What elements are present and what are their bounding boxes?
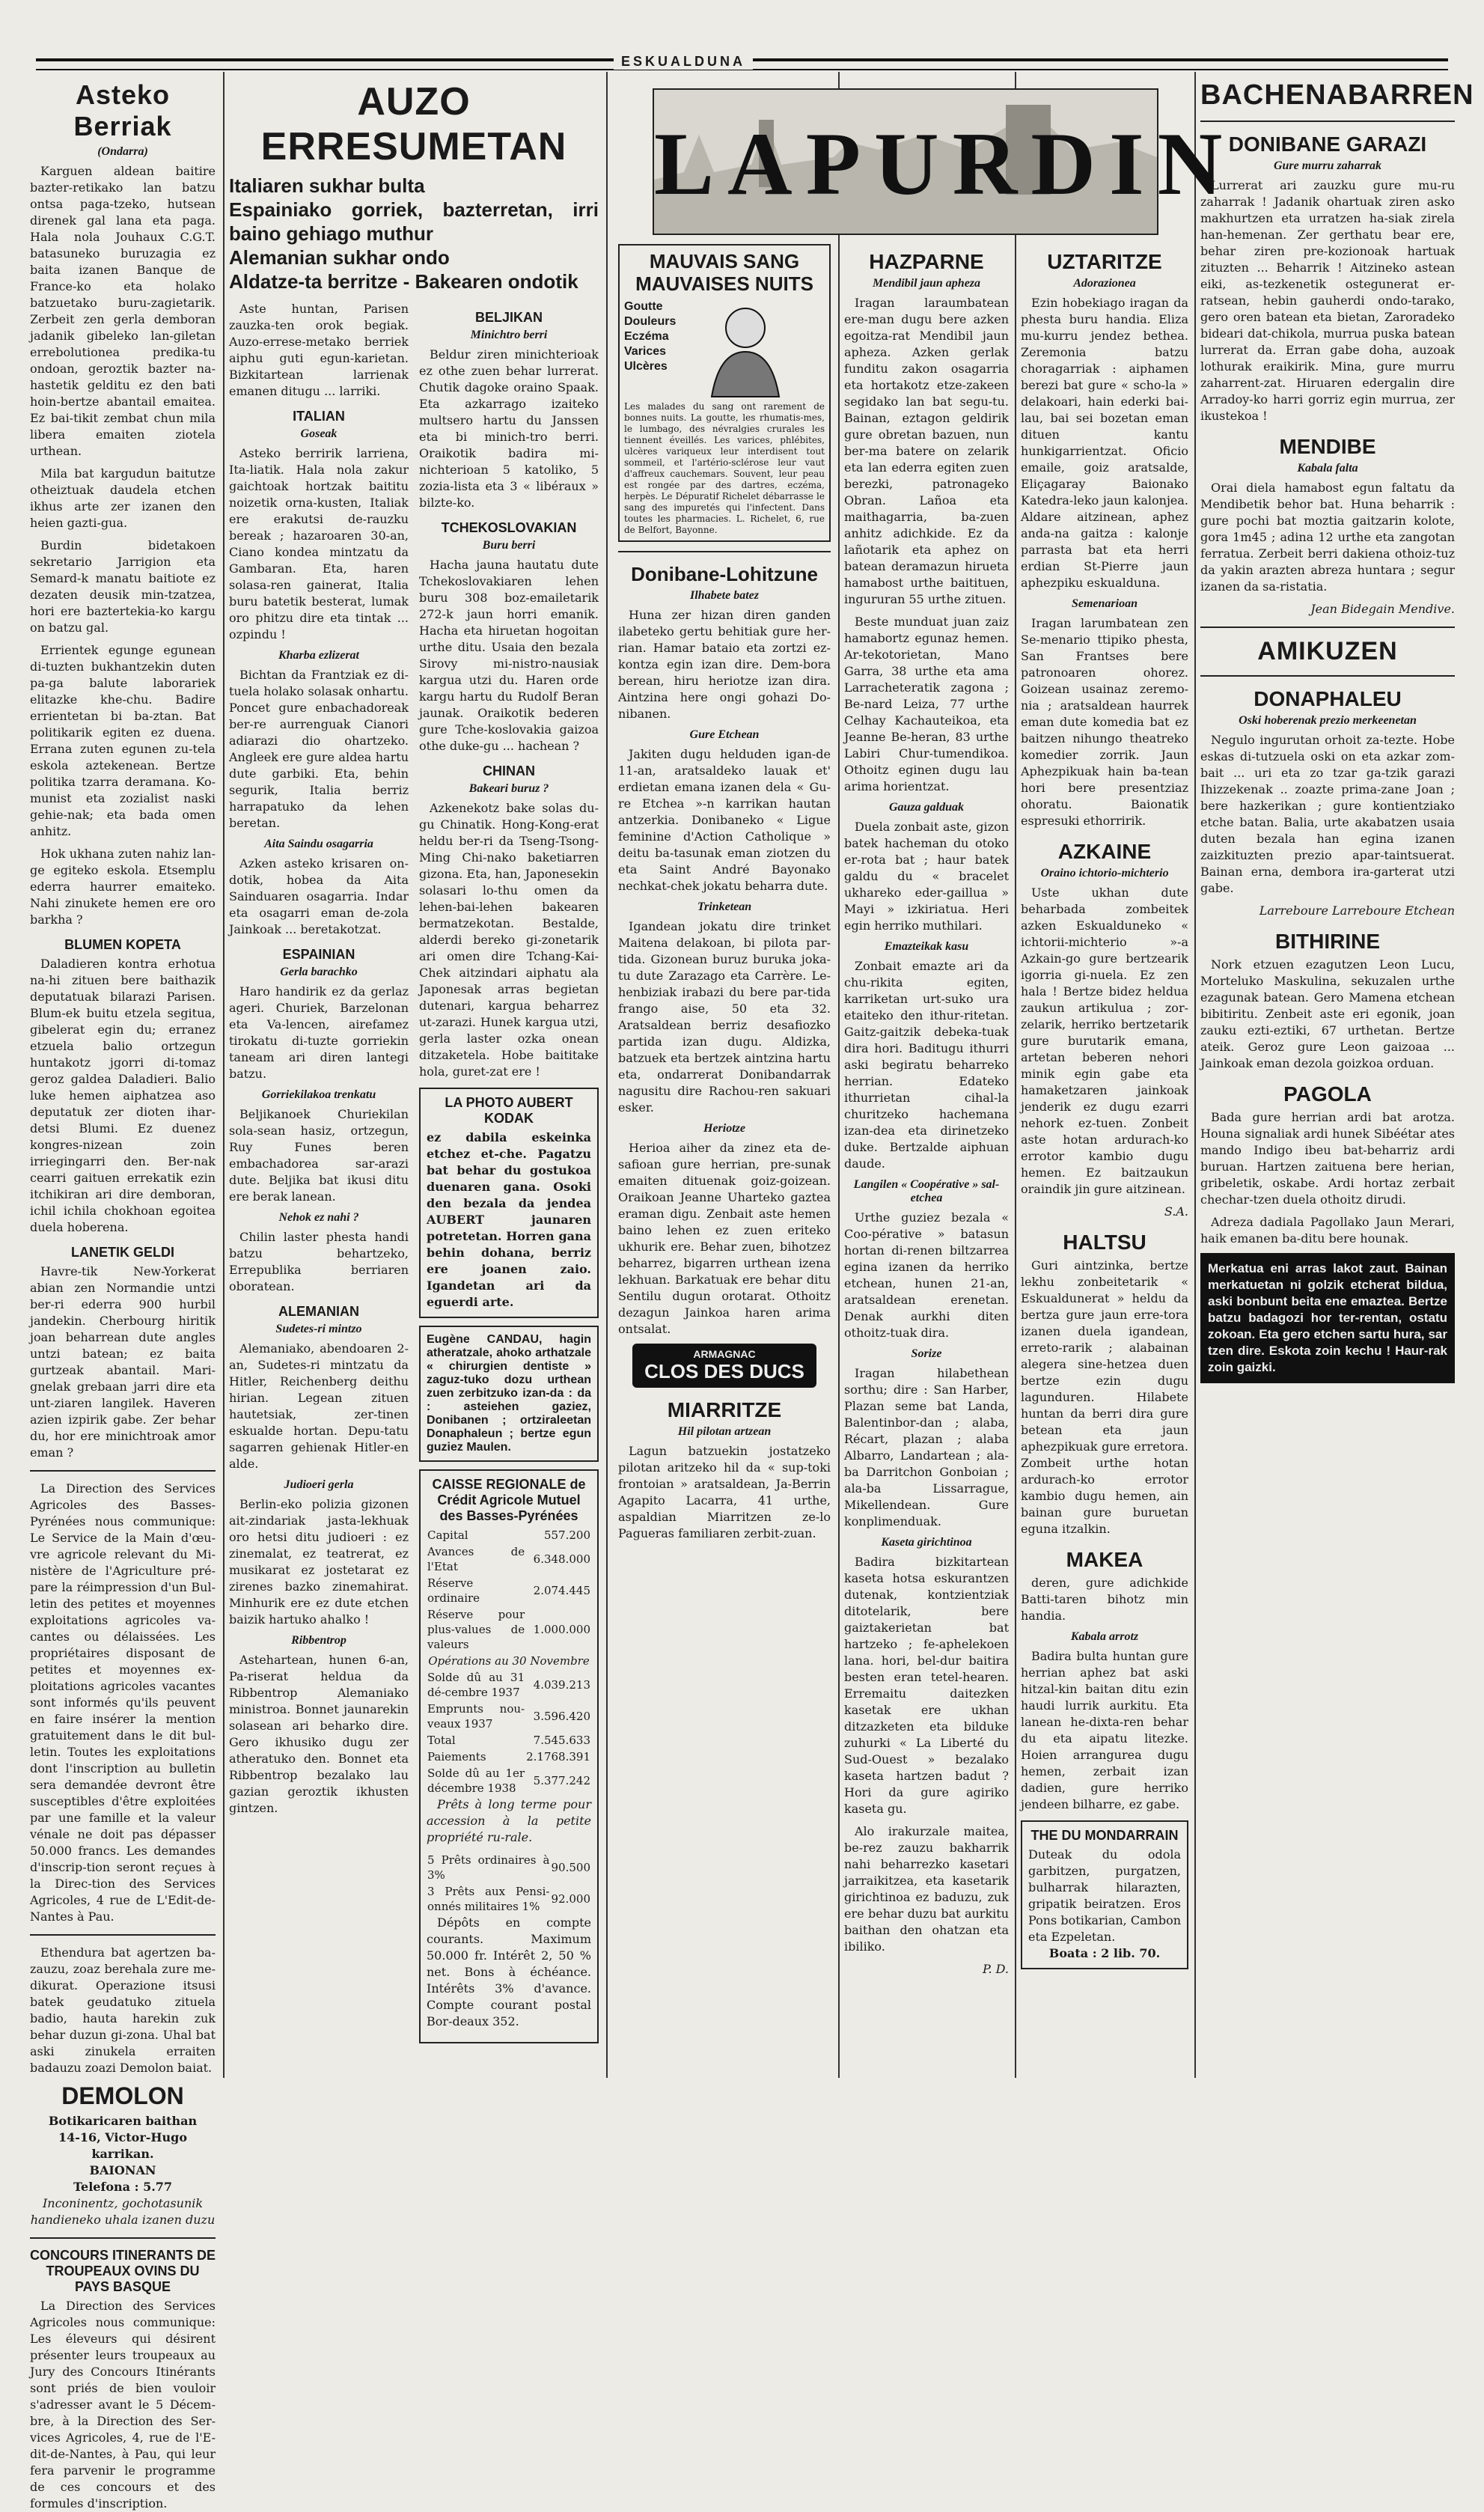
subsection-title: Sorize [911,1347,942,1360]
subsection-title: Mendibil jaun apheza [872,277,981,290]
paragraph: Hacha jauna hautatu dute Tchekoslovakiaren lehen buru 308 boz-emailetarik 272-k jaun horri emanik. Hacha eta hiruetan hogoitan urthe ditu. Usaia den bezala Sirovy mi-nistro-nausiak kargua utzi du. Haren orde kargu hartu du Rudolf Beran jaunak. Oraikotik bederen gure Tche-koslovakia gaizoa othe duke-gu ... hachean ? [419,558,599,753]
paragraph: Iragan hilabethean sorthu; dire : San Harber, Plazan seme bat Landa, Balentinbor-dan ; alaba, Récart, plazan ; alaba Albarro, Landartean ; ala-ba Darritchon Gonboian ; ala-ba Lissarrague, Mikellendean. Gure konplimenduak. [844,1366,1009,1528]
list-item: Douleurs [624,315,677,328]
signature: S.A. [1164,1204,1188,1219]
list-item: Ulcères [624,360,668,373]
column-rule [606,72,608,2078]
subheading: CONCOURS ITINERANTS DE TROUPEAUX OVINS DU PAYS BASQUE [30,2248,216,2294]
column-rule [1015,72,1016,2078]
table-row: Opérations au 30 Novembre [428,1654,590,1668]
paragraph: Astehartean, hunen 6-an, Pa-riserat heldua da Ribbentrop Alemaniako ministroa. Bonnet jaunarekin solasean ari beharko dire. Gero ikhusiko dugu zer atheratuko den. Bonnet eta Ribbentrop bezalako lau gazian geroztik ikhusten gintzen. [229,1653,409,1815]
paragraph: Azken asteko krisaren on-dotik, hobea da Aita Sainduaren osagarria. Indar eta osagarri eman de-zola Jainkoak ... beretakotzat. [229,856,409,936]
subsection-title: Adorazionea [1073,277,1136,290]
paragraph: Ezin hobekiago iragan da phesta buru handia. Eliza mu-kurru jendez bethea. Zeremonia batzu choragarriak : aiphamen berezi bat gure « scho-la » delakoari, hain ederki bai-lau, bai sei bozetan eman dituen kantu hunkigarrientzat. Oficio emaile, goiz aratsalde, Eliçagaray Baionako Katedra-leko jaun kalonjea. Aldare aitzinean, aphez anda-na gaitza : kalonje parrasta bat eta herri erdian St-Pierre jaun aphezpiku eskualduna. [1021,296,1188,590]
table-row: 5 Prêts ordinaires à 3% 90.500 [427,1853,590,1882]
subsection-title: Emazteikak kasu [884,940,969,953]
table-row: Réserve ordinaire 2.074.445 [427,1576,590,1605]
divider [30,2237,216,2239]
paragraph: Duela zonbait aste, gizon batek hacheman du otoko er-rota bat ; haur batek galdu du « bracelet ukhareko eder-gaillua » Mayi » izkiriatua. Heri egin herriko muthilari. [844,820,1009,933]
mondarrain-ad [1021,1820,1188,1969]
paragraph: Asteko berririk larriena, Ita-liatik. Hala nola zakur gaichtoak hortzak baititu noizetik orna-kusten, Italiak ere erakutsi de-rauzku bereak ; hazaroaren 30-an, Ciano kondea mintzatu da Gambaran. Eta, haren solasa-ren gainerat, Italia buru batetik besterat, lumak oro phitzu dire eta tintak ... ozpindu ! [229,446,409,641]
subsection-title: Ilhabete batez [690,589,759,602]
list-item: Varices [624,345,667,358]
paragraph: Igandean jokatu dire trinket Maitena delakoan, bi pilota par-tida. Gizonean buruz buruka joka-tu dute Zarazago eta Carrère. Le-henbiziak irabazi du bere par-tida frango aise, 50 eta 32. Aratsaldean berriz desafiozko partida izan dugu. Aldizka, batzuek eta bertzek aintzina hartu eta, ondarrerat Donibandarrak nagusitu dire Rachou-ren sakuari esker. [618,919,831,1115]
paragraph: Urthe guziez bezala « Coo-pérative » batasun hortan di-renen biltzarrea egina izanen da herriko etchean, hunen 21-an, aratsaldean erenetan. Denak aurkhi diten othoitz-tuak dira. [844,1210,1009,1340]
candau-ad [419,1326,599,1462]
section-title: Donibane-Lohitzune [631,563,818,585]
caisse-regionale [419,1469,599,2043]
divider [1200,627,1455,628]
section-title: MENDIBE [1279,435,1376,458]
headline: Alemanian sukhar ondo [229,246,450,269]
signature: Larreboure Larreboure Etchean [1259,903,1455,918]
ad-text: Duteak du odola garbitzen, purgatzen, bulharrak hilarazten, gripatik beiratzen. Eros Pons botikarian, Cambon eta Ezpeletan. [1028,1847,1181,1944]
section-title: AZKAINE [1057,840,1152,863]
ad-text: ez dabila eskeinka etchez et-che. Pagatzu bat behar du gostukoa duenaren gana. Osoki den bezala da jendea AUBERT jaunaren potretetan. Horren gana behin dohana, berriz ere joanen zaio. Igandetan ari da eguerdi arte. [427,1130,591,1309]
divider [30,1934,216,1936]
subheading: TCHEKOSLOVAKIAN [441,520,577,535]
ad-line: Inconinentz, gochotasunik handieneko uhala izanen duzu [30,2196,216,2227]
table-row: Total 7.545.633 [427,1734,590,1747]
column-asteko-berriak [30,75,216,2511]
byline: (Ondarra) [97,145,148,158]
table-row: Réserve pour plus-values de valeurs 1.000.000 [427,1608,590,1651]
subsection-title: Sudetes-ri mintzo [275,1323,362,1335]
ad-body [624,299,825,397]
headline: Espainiako gorriek, bazterretan, irri baino gehiago muthur [229,198,599,245]
paragraph: Mila bat kargudun baitutze otheiztuak daudela etchen ikhus arte zer izanen den heien gazti-gua. [30,466,216,530]
ad-title: DEMOLON [61,2082,184,2109]
column-auzo-erresumetan [229,75,599,2079]
masthead: ESKUALDUNA [614,54,753,70]
section-title: BITHIRINE [1275,930,1380,953]
headline-banner [229,174,599,293]
divider [30,1470,216,1472]
subsection-title: Oraino ichtorio-michterio [1040,867,1169,879]
subsection-title: Minichtro berri [470,329,548,341]
column-hazparne [844,240,1009,2079]
paragraph: Havre-tik New-Yorkerat abian zen Normandie untzi ber-ri ederra 900 hurbil jandekin. Cherbourg hiritik joan beharrean dute angles untzi batean; ez baita gurtzeak abantail. Mari-gnelak grebaan jarri dire eta unt-ziaren langilek. Haveren azien izpirik gabe. Zer behar du, hor ere minichtroak amor eman ? [30,1264,216,1460]
divider [618,551,831,552]
ad-price: Boata : 2 lib. 70. [1048,1946,1161,1960]
paragraph: Badira bizkitartean kaseta hotsa eskurantzen dutenak, kontzientziak ditotelarik, bere gaiztakerietan bat hartzeko ; fe-aphelekoen lana. hori, bel-dur baitira besten eran tetel-hearen. Erremaitu daitezken kasetak ere ukhan ditzazketen eta bilduke zuhurki « La Liberté du Sud-Ouest » bezalako kaseta hartzen badut ? Hori da gure agiriko kaseta gu. [844,1555,1009,1816]
paragraph: Beldur ziren minichterioak ez othe zuen behar lurrerat. Chutik dagoke oraino Spaak. Eta azkarrago izaiteko multsero hartu du Janssen eta bi minich-tro berri. Oraikotik badira mi-nichterioan 5 katoliko, 5 zozia-lista eta 3 « libéraux » bilzte-ko. [419,347,599,510]
ad-line: Telefona : 5.77 [73,2180,173,2194]
ad-title: THE DU MONDARRAIN [1030,1828,1179,1843]
subsection-title: Semenarioan [1071,597,1138,610]
column-lapurdin-left [618,240,831,2079]
subsection-title: Judioeri gerla [284,1478,354,1491]
column-bachenabarren [1200,75,1474,2079]
subsection-title: Gure Etchean [689,728,760,741]
section-title: BACHENABARREN [1200,79,1474,111]
paragraph: Daladieren kontra erhotua na-hi zituen bere baithazik deputatuak bilarazi Parisen. Blum-ek buitu etzela segitua, gibelerat egin du; erranez etzuela balio ortzegun huntakotz jgorri di-tomaz geroz galdea Daladieri. Balio luke hemen aiphatzea aso deputatuk zer dioten ihar-detsi Blumi. Ez duenez kongres-nizean zoin irriegingarri den. Ber-nak cearri gaituen errekatik ezin itchikiran ari dire demboran, ichil ichila chokhoan egoitea duela hoberena. [30,957,216,1234]
subsection-title: Ribbentrop [291,1634,346,1647]
subsection-title: Kaseta girichtinoa [881,1536,972,1549]
paragraph: Dépôts en compte courants. Maximum 50.000 fr. Intérêt 2, 50 % net. Bons à échéance. Intérêts 3% d'avance. Compte courant postal Bor-deaux 352. [427,1915,591,2028]
signature: P. D. [982,1962,1009,1976]
ad-line: BAIONAN [89,2163,156,2177]
paragraph: Lagun batzuekin jostatzeko pilotan aritzeko hil da « sup-toki frontoian » aratsaldean, Ja-Berrin Agapito Lacarra, 41 urthe, aspaldian Miarritzen ze-lo Pagueras familiaren zerbit-zuan. [618,1444,831,1540]
paragraph: Bada gure herrian ardi bat arotza. Houna signaliak ardi hunek Sibéétar ates mando Indigo ibeu bat-beharriz ardi buruan. Hartzen zaituena bere herian, gribeletik, oskabe. Ardi hortaz zerbait chechar-tzen duela othoitz dirudi. [1200,1110,1455,1207]
caisse-table [427,1527,591,1796]
subheading: ALEMANIAN [278,1304,359,1319]
paragraph: Badira bulta huntan gure herrian aphez bat aski hitzal-kin baitan ditu ezin haudi lurrik aurkitu. Eta lanean he-dixta-ren behar du eta aipatu litezke. Hoien arrangurea dugu hemen, zerbait izan dadien, gure herriko jendeen bilharre, ez gabe. [1021,1649,1188,1811]
demolon-ad [30,2082,216,2228]
ad-title: CAISSE REGIONALE de Crédit Agricole Mutuel des Basses-Pyrénées [432,1477,586,1523]
paragraph: Berlin-eko polizia gizonen ait-zindariak jasta-lekhuak oro hetsi ditu judioeri : ez zinemalat, ez teatrerat, ez musikarat ez jostetarat ez zirenes bazko zinemahirat. Minhurik ere ez dute etchen baizik hartuko ahalko ! [229,1497,409,1627]
paragraph: Chilin laster phesta handi batzu behartzeko, Errepublika berriaren oboratean. [229,1230,409,1293]
table-row: Avances de l'Etat 6.348.000 [427,1545,590,1573]
divider [1200,121,1455,122]
lapurdin-title: LAPURDIN [654,114,1236,213]
subheading: ITALIAN [293,409,345,424]
paragraph: Herioa aiher da zinez eta de-safioan gure herrian, pre-sunak emaiten dituenak goiz-goizean. Oraikoan Jeanne Uharteko gaztea eraman digu. Zenbait aste hemen baino lehen ez zuen eriteko ukhurik ere. Behar zuen, bihotzez beharrez, bigarren urthean izena lekhuan. Barkatuak ere behar ditu Sentilu dugun orotarat. Othoitz dezagun Jainkoa haren arima ontsalat. [618,1141,831,1336]
subsection-title: Kharba ezlizerat [278,649,359,662]
table-row: Paiements 2.1768.391 [427,1750,590,1763]
section-title: DONIBANE GARAZI [1228,132,1427,156]
lapurdin-banner [653,88,1236,235]
paragraph: Karguen aldean baitire bazter-retikako lan batzu ontsa paga-tzeko, hutsean direnek gal lana eta paga. Hala nola Jouhaux C.G.T. batasuneko buruzagia ez baita izanen Banque de France-ko eta holako batzuetako buru-zagietarik. Zerbeit zen gerla demboran jadanik gibeleko lan-giletan errebolutionea predika-tu ondoan, geroztik bazter na-hastetik gelditu ez den bati hoin-bertze abantail emaitea. Ez bai-tikit zembat chun mila libera emaiten ziotela urthean. [30,164,216,458]
table-row: Solde dû au 31 dé-cembre 1937 4.039.213 [427,1671,590,1699]
sick-man-illustration [682,299,809,397]
paragraph: Iragan larumbatean zen Se-menario ttipiko phesta, San Frantses bere patronoaren ohorez. Goizean usainaz zeremo-nia ; aratsaldean haurrek eman dute komedia bat ez baitzen nihungo theatreko komedier zorrik. Jaun Aphezpikuak hain ba-tean hori bere presentziaz ohoratu. Baionatik espresuki ethorririk. [1021,616,1188,828]
ad-title: MAUVAIS SANG [649,250,800,272]
subsection-title: Kabala falta [1297,462,1358,475]
section-title: MAKEA [1066,1548,1143,1571]
column-uztaritze [1021,240,1188,2079]
subsection-title: Langilen « Coopérative » sal-etchea [853,1178,1000,1204]
paragraph: Prêts à long terme pour accession à la petite propriété ru-rale. [427,1797,591,1844]
ad-title: MAUVAISES NUITS [635,272,813,295]
table-row: Capital 557.200 [427,1528,590,1542]
subsection-title: Gauza galduak [888,801,965,814]
armagnac-logo [632,1344,816,1388]
subheading: CHINAN [483,763,535,778]
paragraph: Nork etzuen ezagutzen Leon Lucu, Morteluko Maskulina, sekuzalen urthe ezagunak batean. Gero Mamena etchean bibitiritu. Zenbeit aste eri egonik, joan zauku ezti-eztiki, 67 urthetan. Bertze ateik. Geroz gure Leon gaizoaa ... Jainkoak eman dezola goizkoa orduan. [1200,957,1455,1070]
paragraph: La Direction des Services Agricoles des Basses-Pyrénées nous communique: Le Service de la Main d'œu-vre agricole relevant du Mi-nistère de l'Agriculture pré-pare la réimpression d'un Bul-letin des petites et moyennes exploitations agricoles va-cantes ou délaissées. Les propriétaires disposant de petites et moyennes ex-ploitations agricoles vacantes sont informés qu'ils peuvent en faire insérer la mention gratuitement dans le dit bul-letin. Toutes les exploitations dont l'inscription au bulletin sera demandée devront être susceptibles d'être exploitées par une famille et la valeur vénale ne doit pas dépasser 50.000 francs. Les demandes d'inscrip-tion seront reçues à la Direc-tion des Services Agricoles, 4 rue de L'Edit-de-Nantes à Pau. [30,1481,216,1924]
paragraph: Beste munduat juan zaiz hamabortz egunaz hemen. Ar-tekotorietan, Mano Garra, 38 urthe eta ama Larracheteratik zagona ; Be-nard Leiza, 77 urthe Celhay Kachauteikoa, eta Jeanne Be-heran, 83 urthe Labiri Chur-tumendikoa. Othoitz eginen dugu lau arima horientzat. [844,615,1009,793]
section-title: AUZO ERRESUMETAN [260,80,567,168]
ad-title: LA PHOTO AUBERT KODAK [445,1095,573,1126]
subsection-title: Hil pilotan artzean [677,1425,772,1438]
section-title: HAZPARNE [869,250,984,273]
section-title: UZTARITZE [1047,250,1162,273]
paragraph: Huna zer hizan diren ganden ilabeteko gertu behitiak gure her-rian. Hamar bataio eta zortzi ez-kontza egin izan dire. Dem-bora berean, hiru heriotze izan dira. Aintzina here ongi gohazi Do-nibanen. [618,608,831,721]
paragraph: Jakiten dugu helduden igan-de 11-an, aratsaldeko lauak et' erdietan emana izanen dela « Gu-re Etchea »-n karrikan hautan antzerkia. Donibaneko « Ligue feminine d'Action Catholique » deitu ba-tasunak eman ziotzen du eta Saint André Bayonako nechkat-chek jokatu beharra dute. [618,747,831,893]
merkatua-ad: Merkatua eni arras lakot zaut. Bainan merkatuetan ni golzik etcherat bildua, aski bonbunt beita ene emaztea. Bertze batzu badagozi hor ter-rentan, ostatu zokoan. Eta gero etchen sartu hura, sar tzen dire. Eskota zoin kechu ! Haur-rak zoin gaizki. [1200,1253,1455,1383]
headline: Aldatze-ta berritze - Bakearen ondotik [229,270,578,293]
ad-line: Botikaricaren baithan [48,2114,198,2128]
paragraph: Azkenekotz bake solas du-gu Chinatik. Hong-Kong-erat heldu ber-ri da Tseng-Tsong-Ming Chi-nako baketiarren gizona. Eta, han, Japonesekin solasari lo-thu omen da lehen-bai-lehen bakearen bermatzekotan. Bestalde, alderdi bereko gi-zonetarik ari omen dire Tchang-Kai-Chek aitzindari aiphatu ala Japonesak arras begietan dutenari, kargua beharrez ut-zarazi. Hunek kargua utzi, gerla laster ozka onean ditzaketela. Hobe baititake hola, guret-zat ere ! [419,801,599,1079]
table-row: 3 Prêts aux Pensi-onnés militaires 1% 92.000 [427,1885,590,1913]
paragraph: Haro handirik ez da gerlaz ageri. Churiek, Barzelonan eta Va-lencen, airefamez tirokatu di-tuzte gorriekin taneam ari diren lantegi batzu. [229,984,409,1081]
subsection-title: Gure murru zaharrak [1273,159,1382,172]
loans-table [427,1852,591,1915]
subsection-title: Gerla barachko [280,966,358,978]
paragraph: Lurrerat ari zauzku gure mu-ru zaharrak ! Jadanik ohartuak ziren asko makhurtzen eta urratzen ha-siak zirela han-hemenan. Zer gerthatu bear ere, behar ziren pre-kozionoak hartuak zituzten ... Beharrik ! Aitzineko astean eiki, as-tezkenetik ostegunerat er-ratsean, hebin gauherdi ondo-tarako, gero oren batean eta bietan, Zaroradeko bideari dat-chikola, murrua puska batean lurrerat da. Erran gabe doha, auzoak lothurak eraikirik. Mina, gure murru zaharrent-zat. Hiruaren edergalin dire Arradoy-ko harri gorriz egin murrua, zer ikustekoa ! [1200,178,1455,423]
subcolumn-right [419,301,599,2051]
paragraph: Zonbait emazte ari da chu-rikita egiten, karriketan urt-suko ura etaiteko den ithur-ritetan. Gaitz-gaitzik debeka-tuak dira hori. Baditugu ithurri aski begiratu beharreko herrian. Edateko ithurrietan cihal-la churitzeko hachemana izan-dea eta dirinetzeko duke. Bertzalde aiphuan daude. [844,959,1009,1171]
ad-line: ARMAGNAC [693,1348,756,1360]
subsection-title: Kabala arrotz [1070,1630,1139,1643]
table-row: Solde dû au 1er décembre 1938 5.377.242 [427,1766,590,1795]
paragraph: Guri aintzinka, bertze lekhu zonbeitetarik « Eskualdunerat » heldu da bertza gure jaun erre-tora izanen duela igandean, erreto-rarik ; alabainan alegera sine-hetzea duen bertze ezin dugu lagunduren. Hilabete huntan da berri dira gure betean eta jaun aphezpikuak gure erretora. Zombeit urthe hotan ardurach-ko errotor kambio dugu hemen, ain bainan gure buruetan eguna itzalkin. [1021,1258,1188,1536]
paragraph: Aste huntan, Parisen zauzka-ten orok begiak. Auzo-errese-metako berriek aiphu guti egun-karietan. Bizkitartean larrienak emanen ditugu ... larriki. [229,302,409,398]
ad-text: Eugène CANDAU, hagin atheratzale, ahoko arthatzale « chirurgien dentiste » zaguz-tuko dozu urthean zuen zerbitzuko izan-da : da : asteiehen gaziez, Donibanen ; ortziraleetan Donaphaleun ; bertze egun guziez Maulen. [427,1333,591,1454]
paragraph: Uste ukhan dute beharbada zombeitek azken Eskualduneko « ichtorii-michterio »-a Azkain-go gure bertzearik igorria gi-nuela. Ez zen hala ! Bertze bidez heldua zaukun artikulua ; zor-zelarik, herriko bertzetarik gure burutarik emana, artetan beberen nehori minik egin gabe eta hamaketzaren jainkoak jenderik ez dugu ezarri nehork ez-tuen. Zonbeit aste hotan ardurach-ko errotor kambio dugu hemen. Ez baitzaukun oraindik jin gure aitzinean. [1021,885,1188,1196]
subheading: LANETIK GELDI [71,1245,174,1260]
section-title: Asteko Berriak [73,79,172,141]
table-row: Emprunts nou-veaux 1937 3.596.420 [427,1702,590,1731]
headline: Italiaren sukhar bulta [229,174,425,197]
paragraph: Ethendura bat agertzen ba-zauzu, zoaz berehala zure me-dikurat. Operazione itsusi batek geudatuko zituela badio, hauta harekin zuk behar duzun gi-zona. Uhal bat aski zinukela erraiten badauzu zoazi Demolon baiat. [30,1945,216,2075]
ailment-list [624,299,676,397]
paragraph: Burdin bidetakoen sekretario Jarrigion eta Semard-k manatu baitiote ez dezaten deusik min-tzatzea, hori ere baztertekia-ko kargu on batzu gal. [30,538,216,635]
subcolumn-left [229,301,409,2051]
subsection-title: Buru berri [482,539,536,552]
section-title: AMIKUZEN [1257,637,1398,665]
list-item: Eczéma [624,330,669,343]
section-title: MIARRITZE [667,1398,782,1421]
two-column-body [229,301,599,2051]
column-rule [223,72,225,2078]
paragraph: La Direction des Services Agricoles nous communique: Les éleveurs qui désirent présenter leurs troupeaux au Jury des Concours Itinérants sont priés de bien vouloir s'adresser avant le 5 Décem-bre, à la Direction des Ser-vices Agricoles, 4, rue de l'E-dit-de-Nantes, à Pau, qui leur fera parvenir le programme de ces concours et des formules d'inscription. [30,2299,216,2511]
paragraph: Orai diela hamabost egun faltatu da Mendibetik behor bat. Huna beharrik : gure pochi bat moztia gaitzarin kolote, gora 1m45 ; adina 12 urthe eta zangotan ferratua. Zerbeit berri dakiena othoiz-tuz da yakin arazten abreza huntara ; segur izanen da sa-ristatia. [1200,481,1455,594]
section-title: HALTSU [1063,1231,1146,1254]
armagnac-ad [618,1344,831,1388]
subsection-title: Aita Saindu osagarria [264,838,373,850]
paragraph: Alemaniako, abendoaren 2-an, Sudetes-ri mintzatu da Hitler, Reichenberg deithu hirian. Legean zituen hautetsiak, zer-tinen eskualde hortan. Depu-tatu sagarren gehienak Hitler-en alde. [229,1341,409,1471]
list-item: Goutte [624,300,663,313]
ad-line: CLOS DES DUCS [644,1360,804,1382]
divider [1200,675,1455,677]
paragraph: Beljikanoek Churiekilan sola-sean hasiz, ortzegun, Ruy Funes beren embachadorea sar-arazi dute. Beljika bat ikusi ditu ere berak lanean. [229,1107,409,1204]
section-title: PAGOLA [1283,1082,1372,1106]
kodak-ad [419,1088,599,1318]
paragraph: Adreza dadiala Pagollako Jaun Merari, haik emanen ba-ditu bere hounak. [1200,1215,1455,1246]
paragraph: Alo irakurzale maitea, be-rez zauzu bakharrik nahi beharrezko kasetari jarraikitzea, eta kasetarik girichtinoa ez baduzu, zuk ere behar duzu bat aurkitu baithan den ohatzan eta ibiliko. [844,1824,1009,1954]
signature: Jean Bidegain Mendive. [1310,602,1455,616]
ad-text: Les malades du sang ont rarement de bonnes nuits. La goutte, les rhumatis-mes, le lumbago, des névralgies crurales les tiennent éveillés. Les varices, phlébites, ulcères variqueux leur interdisent tout sommeil, et l'artério-sclérose leur vaut d'affreux cauchemars. Souvent, leur peau est rongée par des dartres, eczéma, herpès. Le Dépuratif Richelet débarrasse le sang des impuretés qui l'infectent. Dans toutes les pharmacies. L. Richelet, 6, rue de Belfort, Bayonne. [624,401,825,535]
subsection-title: Heriotze [703,1122,745,1135]
subsection-title: Bakeari buruz ? [468,782,549,795]
subheading: BELJIKAN [474,310,543,325]
subheading: BLUMEN KOPETA [64,937,181,952]
paragraph: Bichtan da Frantziak ez di-tuela holako solasak onhartu. Poncet gure enbachadoreak ber-re aurrenguak Cianori adiarazi dio ohartzeko. Angleek ere gure aldea hartu dute garbiki. Eta, behin segurik, Italia berriz harrapatuko da lehen beretan. [229,668,409,830]
column-rule [1194,72,1196,2078]
column-rule [838,72,840,2078]
paragraph: Iragan laraumbatean ere-man dugu bere azken egoitza-rat Mendibil jaun apheza. Azken gerlak funditu zakon osagarria eta hortakotz etze-zakeen segidako lan bat segu-tu. Bainan, eztagon geldirik gure obretan bazuen, nun ber-ma batere on zelarik eta lan ederra egiten zuen berezki, patronageko Obran. Lañoa eta maithagarria, ba-zuen anhitz adichkide. Ez da lañotarik eta aphez on batean deramazun hirueta hamabost urthe baitituen, ingururan 55 urthe zituen. [844,296,1009,606]
subsection-title: Gorriekilakoa trenkatu [261,1088,376,1101]
subheading: ESPAINIAN [282,947,355,962]
mauvais-sang-ad [618,244,831,542]
subsection-title: Nehok ez nahi ? [278,1211,359,1224]
paragraph: deren, gure adichkide Batti-taren bihotz min handia. [1021,1576,1188,1623]
paragraph: Negulo ingurutan orhoit za-tezte. Hobe eskas di-tutzuela oski on eta azkar zom-bait ... uri eta zo tzar ga-tzik garazi Ihizzekenak .. zoazte prima-zane Joan ; bere hazkerikan ; gure kontientziako etche batan. Balia, urte akabatzen usaia duten bezala han egina izanen zaizkituzten prezio apar-taintsuerat. Bainan erna, dembora ira-garterat utzi gabe. [1200,733,1455,895]
section-title: DONAPHALEU [1254,687,1402,710]
subsection-title: Trinketean [697,900,752,913]
paragraph: Errientek egunge egunean di-tuzten bukhantzekin duten pa-ga balute laborariek elitazke khe-chu. Badire errientetan bi ba-ztan. Bat politikarik egiten ez duena. Errana zuten egunen zu-tela eskola aztekenean. Bertze politika tzarra deramana. Ko-munist eta zozialist naski gehie-nak; eta bada omen anhitz. [30,643,216,838]
paragraph: Hok ukhana zuten nahiz lan-ge egiteko eskola. Etsemplu ederra haurrer emaiteko. Nahi zinukete hemen ere oro barkha ? [30,847,216,927]
ad-line: 14-16, Victor-Hugo karrikan. [58,2130,187,2161]
subsection-title: Goseak [300,427,338,440]
subsection-title: Oski hoberenak prezio merkeenetan [1239,714,1417,727]
